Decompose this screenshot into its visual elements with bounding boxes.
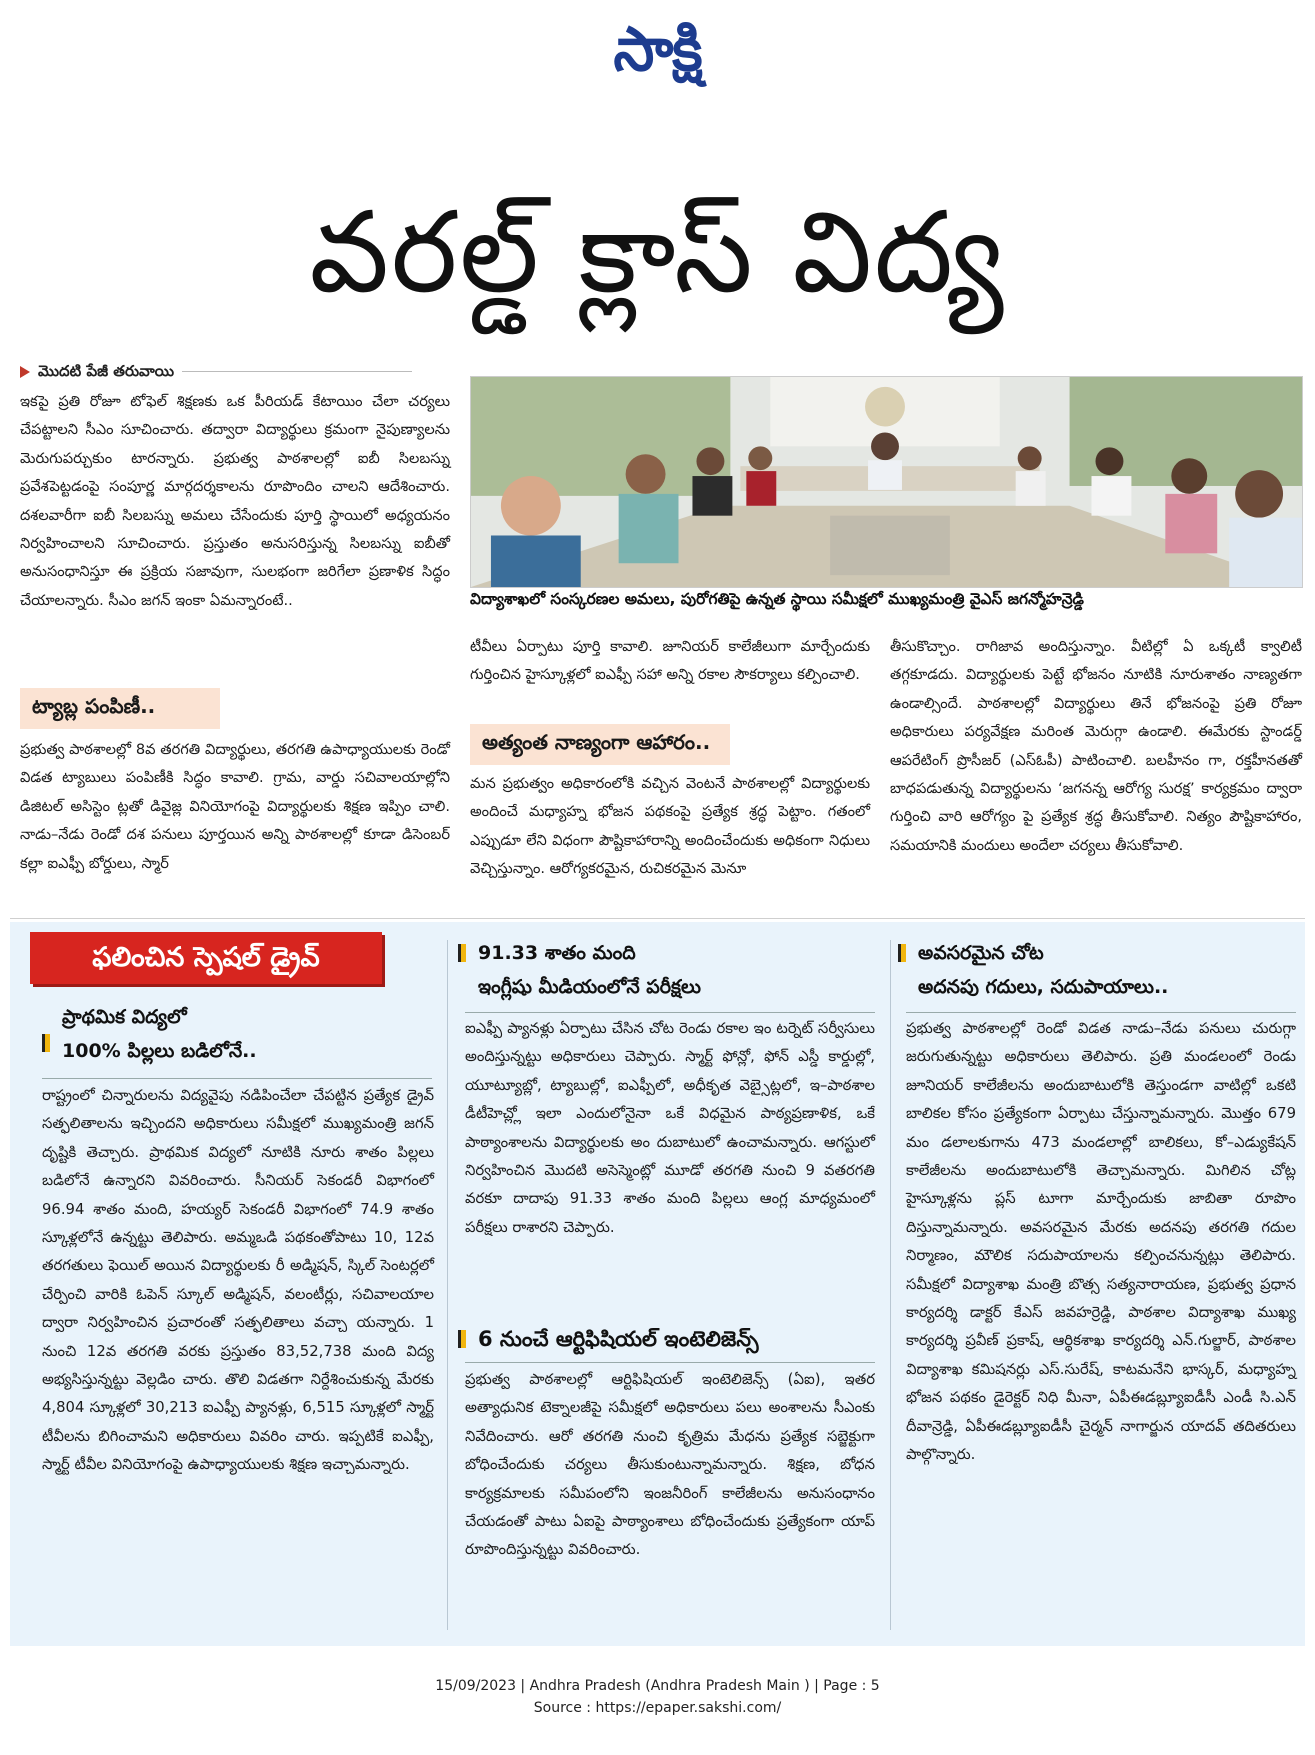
special-drive-banner: ఫలించిన స్పెషల్ డ్రైవ్: [30, 932, 382, 984]
section-divider: [10, 918, 1305, 919]
column-divider: [447, 940, 448, 1630]
bullet-marker-icon: [458, 944, 466, 962]
bullet-marker-icon: [898, 944, 906, 962]
sec4-heading-line1: అవసరమైన చోట: [918, 942, 1044, 964]
article-column-c: [890, 633, 1302, 860]
article-paragraph: తీసుకొచ్చాం. రాగిజావ అందిస్తున్నాం. వీటిల్లో ఏ ఒక్కటీ క్వాలిటీ తగ్గకూడదు. విద్యార్థులకు పెట్టే భోజనం నూటికి నూరుశాతం నాణ్యతగా ఉండాల్సిందే. పాఠశాలల్లో విద్యార్థులు తినే భోజనంపై ప్రతి రోజూ అధికారులు పర్యవేక్షణ మరింత మెరుగ్గా ఉండాలి. ఈమేరకు స్టాండర్డ్ ఆపరేటింగ్ ప్రొసీజర్ (ఎస్ఓపీ) పాటించాలి. బలహీనం గా, రక్తహీనతతో బాధపడుతున్న విద్యార్థులను ‘జగనన్న ఆరోగ్య సురక్ష’ కార్యక్రమం ద్వారా గుర్తించి వారి ఆరోగ్యం పై ప్రత్యేక శ్రద్ధ తీసుకోవాలి. నిత్యం పౌష్టికాహారం, సమయానికి మందులు అందేలా చర్యలు తీసుకోవాలి.: [890, 638, 1302, 854]
article-column-a1: [20, 388, 450, 615]
sec1-heading-line1: ప్రాథమిక విద్యలో: [62, 1006, 187, 1028]
subhead-tabs: ట్యాబ్ల పంపిణీ..: [20, 688, 220, 729]
sec2-heading: [478, 936, 868, 1004]
sec4-body: ప్రభుత్వ పాఠశాలల్లో రెండో విడత నాడు–నేడు పనులు చురుగ్గా జరుగుతున్నట్టు అధికారులు తెలిపారు. ప్రతి మండలంలో రెండు జూనియర్ కాలేజీలను అందుబాటులోకి తెస్తుండగా వాటిల్లో ఒకటి బాలికల కోసం ప్రత్యేకంగా ఏర్పాటు చేస్తున్నామన్నారు. మొత్తం 679 మం డలాలకుగాను 473 మండలాల్లో బాలికలు, కో–ఎడ్యుకేషన్ కాలేజీలను అందుబాటులోకి తెచ్చామన్నారు. మిగిలిన చోట్ల హైస్కూళ్లను ప్లస్ టూగా మార్చేందుకు జాబితా రూపొం దిస్తున్నామన్నారు. అవసరమైన మేరకు అదనపు తరగతి గదుల నిర్మాణం, మౌలిక సదుపాయాలను కల్పించనున్నట్లు తెలిపారు. సమీక్షలో విద్యాశాఖ మంత్రి బొత్స సత్యనారాయణ, ప్రభుత్వ ప్రధాన కార్యదర్శి డాక్టర్ కేఎస్ జవహర్రెడ్డి, పాఠశాల విద్యాశాఖ ముఖ్య కార్యదర్శి ప్రవీణ్ ప్రకాష్, ఆర్థికశాఖ కార్యదర్శి ఎన్.గుల్జార్, పాఠశాల విద్యాశాఖ కమిషనర్లు ఎస్.సురేష్, కాటమనేని భాస్కర్, మధ్యాహ్న భోజన పథకం డైరెక్టర్ నిధి మీనా, ఏపీఈడబ్ల్యూఐడీసీ ఎండీ సి.ఎన్ దీవాన్రెడ్డి, ఏపీఈడబ్ల్యూఐడీసీ చైర్మన్ నాగార్జున యాదవ్ తదితరులు పాల్గొన్నారు.: [906, 1020, 1296, 1464]
sec4-heading: [918, 936, 1288, 1004]
column-divider: [890, 940, 891, 1630]
meeting-photo-illustration: [471, 377, 1302, 587]
article-column-a2: [20, 736, 450, 878]
article-paragraph: మన ప్రభుత్వం అధికారంలోకి వచ్చిన వెంటనే పాఠశాలల్లో విద్యార్థులకు అందించే మధ్యాహ్న భోజన పథకంపై ప్రత్యేక శ్రద్ధ పెట్టాం. గతంలో ఎప్పుడూ లేని విధంగా పౌష్టికాహారాన్ని అందించేందుకు అధికంగా నిధులు వెచ్చిస్తున్నాం. ఆరోగ్యకరమైన, రుచికరమైన మెనూ: [470, 775, 870, 878]
article-column-b2: [470, 770, 870, 884]
bullet-marker-icon: [42, 1034, 50, 1052]
sec1-rule: [42, 1078, 432, 1079]
sec1-body: రాష్ట్రంలో చిన్నారులను విద్యవైపు నడిపించేలా చేపట్టిన ప్రత్యేక డ్రైవ్ సత్ఫలితాలను ఇచ్చిందని అధికారులు సమీక్షలో ముఖ్యమంత్రి జగన్ దృష్టికి తెచ్చారు. ప్రాథమిక విద్యలో నూటికి నూరు శాతం పిల్లలు బడిలోనే ఉన్నారని వివరించారు. సీనియర్ సెకండరీ విభాగంలో 96.94 శాతం మంది, హయ్యర్ సెకండరీ విభాగంలో 74.9 శాతం స్కూళ్లలోనే ఉన్నట్టు తెలిపారు. అమ్మఒడి పథకంతోపాటు 10, 12వ తరగతులు ఫెయిల్ అయిన విద్యార్థులకు రీ అడ్మిషన్, స్కిల్ సెంటర్లలో చేర్పించి వారికి ఓపెన్ స్కూల్ అడ్మిషన్, వలంటీర్లు, సచివాలయాల ద్వారా నిర్వహించిన ప్రచారంతో సత్ఫలితాలు వచ్చా యన్నారు. 1 నుంచి 12వ తరగతి వరకు ప్రస్తుతం 83,52,738 మంది విద్య అభ్యసిస్తున్నట్టు వెల్లడిం చారు. తొలి విడతగా నిర్దేశించుకున్న మేరకు 4,804 స్కూళ్లలో 30,213 ఐఎఫ్పీ ప్యానళ్లు, 6,515 స్కూళ్లలో స్మార్ట్ టీవీలను బిగించామని అధికారులు వివరిం చారు. ఇప్పటికే ఐఎఫ్పీ, స్మార్ట్ టీవీల వినియోగంపై ఉపాధ్యాయులకు శిక్షణ ఇచ్చామన్నారు.: [42, 1087, 434, 1474]
article-paragraph: ఇకపై ప్రతి రోజూ టోఫెల్ శిక్షణకు ఒక పీరియడ్ కేటాయిం చేలా చర్యలు చేపట్టాలని సీఎం సూచించారు. తద్వారా విద్యార్థులు క్రమంగా నైపుణ్యాలను మెరుగుపర్చుకుం టారన్నారు. ప్రభుత్వ పాఠశాలల్లో ఐబీ సిలబస్ను ప్రవేశపెట్టడంపై సంపూర్ణ మార్గదర్శకాలను రూపొందిం చాలని ఆదేశించారు. దశలవారీగా ఐబీ సిలబస్ను అమలు చేసేందుకు పూర్తి స్థాయిలో అధ్యయనం నిర్వహించాలని సూచించారు. ప్రస్తుతం అనుసరిస్తున్న సిలబస్ను ఐబీతో అనుసంధానిస్తూ ఈ ప్రక్రియ సజావుగా, సులభంగా జరిగేలా ప్రణాళిక సిద్ధం చేయాలన్నారు. సీఎం జగన్ ఇంకా ఏమన్నారంటే..: [20, 393, 450, 609]
bullet-marker-icon: [458, 1330, 466, 1348]
continuation-rule: [182, 371, 412, 372]
triangle-marker-icon: [20, 366, 30, 378]
sec1-heading-line2: 100% పిల్లలు బడిలోనే..: [62, 1040, 257, 1062]
sec2-heading-line1: 91.33 శాతం మంది: [478, 942, 636, 964]
meeting-photo: [470, 376, 1303, 588]
sec3-rule: [465, 1362, 875, 1363]
sec1-heading: [62, 1000, 422, 1068]
sec3-heading: [478, 1322, 868, 1356]
photo-caption: విద్యాశాఖలో సంస్కరణల అమలు, పురోగతిపై ఉన్నత స్థాయి సమీక్షలో ముఖ్యమంత్రి వైఎస్ జగన్మోహన్రెడ్డి: [470, 590, 1084, 608]
subhead-food: అత్యంత నాణ్యంగా ఆహారం..: [470, 724, 730, 765]
continuation-label-text: మొదటి పేజీ తరువాయి: [38, 362, 175, 380]
article-column-b: [470, 633, 870, 690]
sec3-heading-line: 6 నుంచే ఆర్టిఫిషియల్ ఇంటెలిజెన్స్: [478, 1327, 759, 1351]
sec3-body: ప్రభుత్వ పాఠశాలల్లో ఆర్టిఫిషియల్ ఇంటెలిజెన్స్ (ఏఐ), ఇతర అత్యాధునిక టెక్నాలజీపై సమీక్షలో అధికారులు పలు అంశాలను సీఎంకు నివేదించారు. ఆరో తరగతి నుంచి కృత్రిమ మేధను ప్రత్యేక సబ్జెక్టుగా బోధించేందుకు చర్యలు తీసుకుంటున్నామన్నారు. శిక్షణ, బోధన కార్యక్రమాలకు సమీపంలోని ఇంజనీరింగ్ కాలేజీలను అనుసంధానం చేయడంతో పాటు ఏఐపై పాఠ్యాంశాలు బోధించేందుకు ప్రత్యేకంగా యాప్ రూపొందిస్తున్నట్టు వివరించారు.: [465, 1371, 875, 1559]
footer-date-page: 15/09/2023 | Andhra Pradesh (Andhra Pradesh Main ) | Page : 5: [435, 1678, 880, 1694]
footer-source: Source : https://epaper.sakshi.com/: [533, 1700, 782, 1716]
sakshi-logo: సాక్షి: [613, 13, 702, 85]
main-headline: వరల్డ్ క్లాస్ విద్య: [309, 188, 1006, 318]
masthead: [0, 14, 1315, 84]
sec2-rule: [465, 1012, 875, 1013]
continuation-label: [20, 362, 412, 384]
article-paragraph: ప్రభుత్వ పాఠశాలల్లో 8వ తరగతి విద్యార్థులు, తరగతి ఉపాధ్యాయులకు రెండో విడత ట్యాబులు పంపిణీకి సిద్ధం కావాలి. గ్రామ, వార్డు సచివాలయాల్లోని డిజిటల్ అసిస్టెం ట్లతో డివైజ్ల వినియోగంపై విద్యార్థులకు శిక్షణ ఇప్పిం చాలి. నాడు–నేడు రెండో దశ పనులు పూర్తయిన అన్ని పాఠశాలల్లో కూడా డిసెంబర్ కల్లా ఐఎఫ్పీ బోర్డులు, స్మార్: [20, 741, 450, 872]
sec2-heading-line2: ఇంగ్లీషు మీడియంలోనే పరీక్షలు: [478, 976, 702, 998]
sec4-rule: [906, 1012, 1296, 1013]
sec2-body: ఐఎఫ్పీ ప్యానళ్లు ఏర్పాటు చేసిన చోట రెండు రకాల ఇం టర్నెట్ సర్వీసులు అందిస్తున్నట్టు అధికారులు చెప్పారు. స్మార్ట్ ఫోన్లో, ఫోన్ ఎస్డీ కార్డుల్లో, యూట్యూబ్లో, ట్యాబుల్లో, ఐఎఫ్పీలో, అధీకృత వెబ్సైట్లలో, ఇ–పాఠశాల డీటీహెచ్ల్లో ఇలా ఎందులోనైనా ఒకే విధమైన పాఠ్యప్రణాళిక, ఒకే పాఠ్యాంశాలను విద్యార్థులకు అం దుబాటులో ఉంచామన్నారు. ఆగస్టులో నిర్వహించిన మొదటి అసెస్మెంట్లో మూడో తరగతి నుంచి 9 వతరగతి వరకూ దాదాపు 91.33 శాతం మంది పిల్లలు ఆంగ్ల మాధ్యమంలో పరీక్షలు రాశారని చెప్పారు.: [465, 1020, 875, 1236]
article-paragraph: టీవీలు ఏర్పాటు పూర్తి కావాలి. జూనియర్ కాలేజీలుగా మార్చేందుకు గుర్తించిన హైస్కూళ్లలో ఐఎఫ్పీ సహా అన్ని రకాల సౌకర్యాలు కల్పించాలి.: [470, 638, 870, 684]
sec4-heading-line2: అదనపు గదులు, సదుపాయాలు..: [918, 976, 1169, 998]
